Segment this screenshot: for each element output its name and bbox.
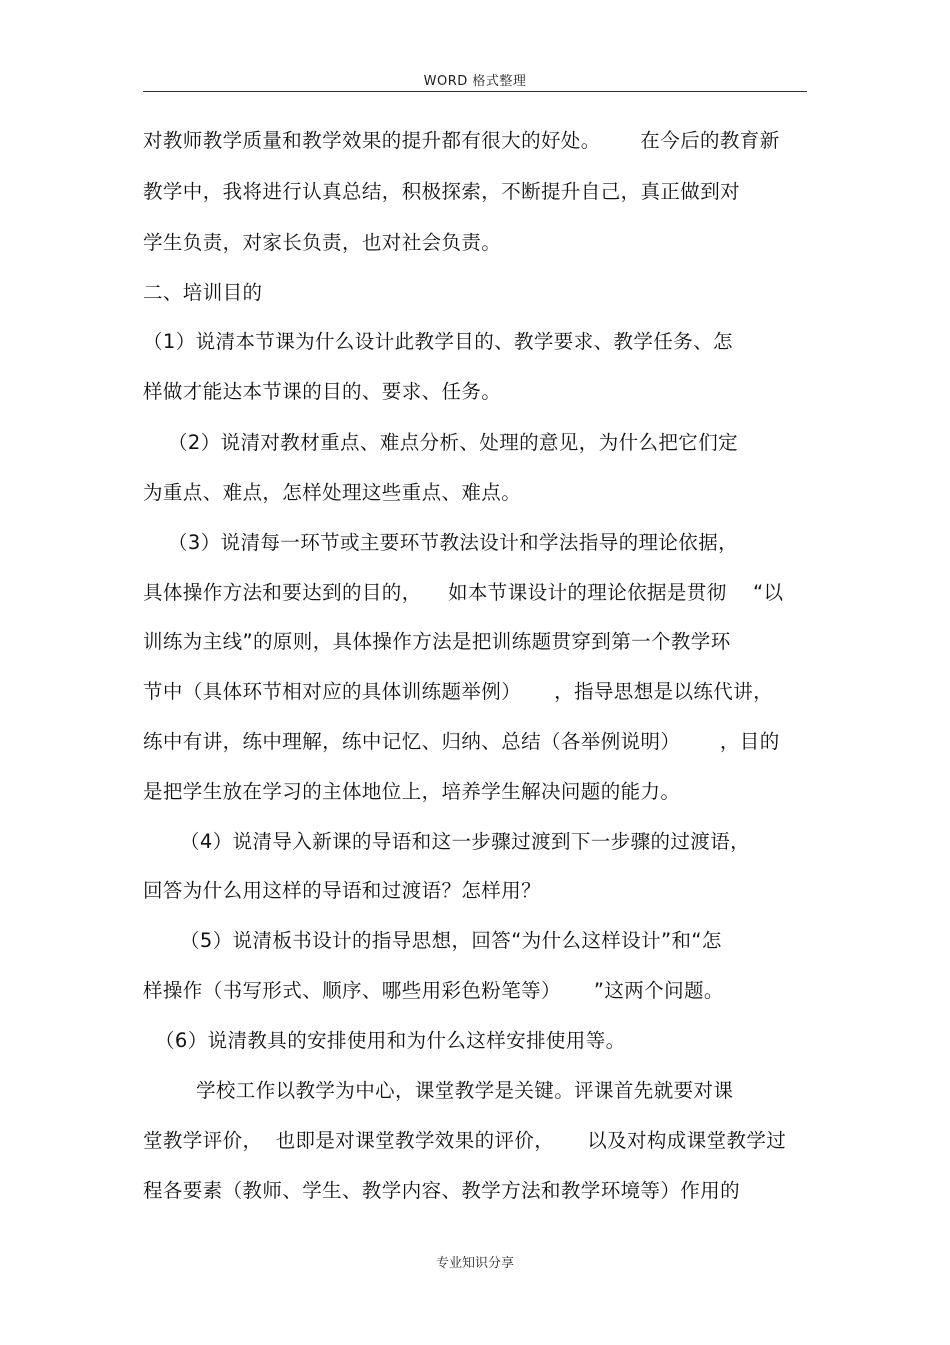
paragraph-start: 学校工作以教学为中心，课堂教学是关键。评课首先就要对课: [196, 1079, 734, 1102]
body-line: 训练为主线”的原则，具体操作方法是把训练题贯穿到第一个教学环: [143, 630, 731, 653]
body-line: 节中（具体环节相对应的具体训练题举例） ，指导思想是以练代讲，: [143, 680, 773, 703]
body-line: 为重点、难点，怎样处理这些重点、难点。: [143, 481, 522, 504]
body-line: 练中有讲，练中理解，练中记忆、归纳、总结（各举例说明） ，目的: [143, 730, 780, 753]
body-line: 堂教学评价， 也即是对课堂教学效果的评价， 以及对构成课堂教学过: [143, 1129, 787, 1152]
header-divider: [143, 91, 807, 92]
list-item: （2）说清对教材重点、难点分析、处理的意见，为什么把它们定: [168, 431, 739, 454]
list-item: （4）说清导入新课的导语和这一步骤过渡到下一步骤的过渡语，: [180, 830, 751, 853]
body-line: 对教师教学质量和教学效果的提升都有很大的好处。 在今后的教育新: [143, 129, 780, 152]
body-line: 回答为什么用这样的导语和过渡语？怎样用？: [143, 879, 542, 902]
body-line: 具体操作方法和要达到的目的， 如本节课设计的理论依据是贯彻 “以: [143, 581, 784, 604]
page-header: WORD 格式整理: [423, 74, 527, 89]
section-heading: 二、培训目的: [143, 281, 263, 304]
list-item: （3）说清每一环节或主要环节教法设计和学法指导的理论依据，: [168, 531, 739, 554]
list-item: （5）说清板书设计的指导思想，回答“为什么这样设计”和“怎: [180, 929, 722, 952]
body-line: 是把学生放在学习的主体地位上，培养学生解决问题的能力。: [143, 780, 681, 803]
list-item: （6）说清教具的安排使用和为什么这样安排使用等。: [155, 1029, 626, 1052]
body-line: 教学中，我将进行认真总结，积极探索，不断提升自己，真正做到对: [143, 180, 741, 203]
body-line: 样操作（书写形式、顺序、哪些用彩色粉笔等） ”这两个问题。: [143, 979, 724, 1002]
page-footer: 专业知识分享: [435, 1256, 514, 1271]
list-item: （1）说清本节课为什么设计此教学目的、教学要求、教学任务、怎: [143, 330, 733, 353]
body-line: 样做才能达本节课的目的、要求、任务。: [143, 380, 502, 403]
body-line: 学生负责，对家长负责，也对社会负责。: [143, 231, 502, 254]
body-line: 程各要素（教师、学生、教学内容、教学方法和教学环境等）作用的: [143, 1179, 741, 1202]
